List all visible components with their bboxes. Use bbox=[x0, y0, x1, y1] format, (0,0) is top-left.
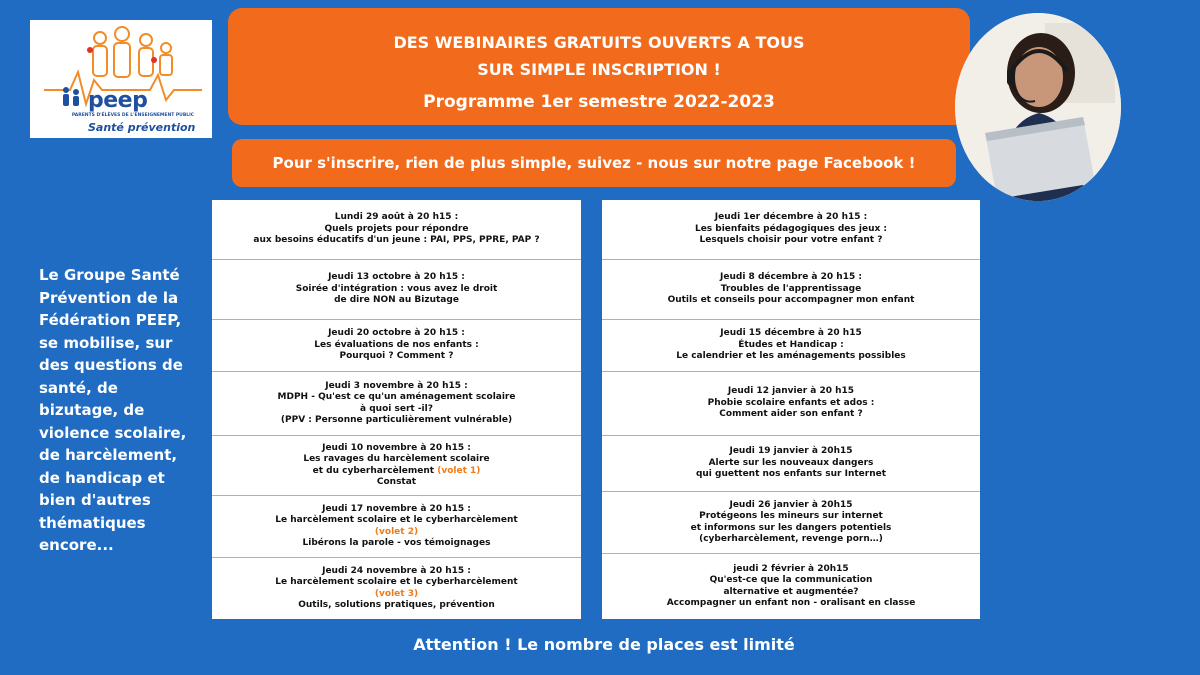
places-limited-notice: Attention ! Le nombre de places est limité bbox=[413, 635, 795, 654]
event-line: Pourquoi ? Comment ? bbox=[339, 351, 454, 362]
event-item bbox=[602, 492, 980, 554]
event-line: Troubles de l'apprentissage bbox=[720, 283, 862, 294]
event-item bbox=[212, 260, 581, 320]
event-item bbox=[212, 372, 581, 436]
event-line: Comment aider son enfant ? bbox=[719, 409, 863, 420]
event-item bbox=[602, 200, 980, 260]
event-date: Jeudi 24 novembre à 20 h15 : bbox=[322, 565, 471, 576]
event-item bbox=[212, 200, 581, 260]
event-date: jeudi 2 février à 20h15 bbox=[733, 563, 849, 574]
event-line: alternative et augmentée? bbox=[723, 586, 859, 597]
header-line-2: SUR SIMPLE INSCRIPTION ! bbox=[477, 60, 721, 79]
event-line: Libérons la parole - vos témoignages bbox=[302, 538, 491, 548]
event-item bbox=[602, 320, 980, 372]
event-date: Jeudi 1er décembre à 20 h15 : bbox=[714, 212, 868, 223]
event-date: Jeudi 12 janvier à 20 h15 bbox=[727, 386, 855, 397]
event-line-text: et du cyberharcèlement bbox=[312, 465, 435, 476]
event-item bbox=[602, 436, 980, 492]
peep-logo bbox=[30, 20, 212, 138]
event-line: Les bienfaits pédagogiques des jeux : bbox=[694, 223, 888, 234]
event-item bbox=[602, 372, 980, 436]
event-item bbox=[212, 558, 581, 619]
event-date: Jeudi 3 novembre à 20 h15 : bbox=[325, 380, 468, 391]
event-line: Alerte sur les nouveaux dangers bbox=[708, 457, 874, 468]
event-line: Le harcèlement scolaire et le cyberharcèlement bbox=[275, 577, 518, 587]
volet-label: (volet 1) bbox=[434, 465, 481, 476]
event-line: MDPH - Qu'est ce qu'un aménagement scolaire bbox=[277, 392, 516, 402]
event-item bbox=[602, 260, 980, 320]
event-date: Jeudi 20 octobre à 20 h15 : bbox=[328, 328, 465, 339]
event-date: Jeudi 13 octobre à 20 h15 : bbox=[328, 272, 465, 283]
event-line: Qu'est-ce que la communication bbox=[709, 575, 873, 585]
event-line: Constat bbox=[376, 477, 417, 487]
event-date: Lundi 29 août à 20 h15 : bbox=[334, 212, 459, 223]
event-line: Les évaluations de nos enfants : bbox=[314, 339, 479, 350]
header-line-1: DES WEBINAIRES GRATUITS OUVERTS A TOUS bbox=[393, 33, 805, 52]
event-line bbox=[313, 466, 481, 478]
logo-subtitle: PARENTS D'ÉLÈVES DE L'ENSEIGNEMENT PUBLIC bbox=[71, 113, 195, 118]
event-item bbox=[212, 436, 581, 496]
event-line: Outils et conseils pour accompagner mon enfant bbox=[667, 295, 915, 306]
webinar-participant-photo bbox=[955, 13, 1121, 201]
event-date: Jeudi 17 novembre à 20 h15 : bbox=[322, 503, 471, 514]
event-date: Jeudi 10 novembre à 20 h15 : bbox=[322, 442, 471, 453]
volet-label: (volet 2) bbox=[374, 526, 419, 537]
event-date: Jeudi 15 décembre à 20 h15 bbox=[720, 328, 862, 339]
volet-label: (volet 3) bbox=[374, 588, 419, 599]
event-line: Le harcèlement scolaire et le cyberharcèlement bbox=[275, 515, 518, 525]
event-date: Jeudi 19 janvier à 20h15 bbox=[729, 446, 853, 457]
event-line: Lesquels choisir pour votre enfant ? bbox=[699, 235, 883, 246]
event-line: qui guettent nos enfants sur Internet bbox=[695, 469, 887, 480]
event-line: Soirée d'intégration : vous avez le droit bbox=[295, 283, 498, 294]
event-line: Phobie scolaire enfants et ados : bbox=[707, 397, 875, 408]
intro-text: Le Groupe Santé Prévention de la Fédération PEEP, se mobilise, sur des questions de santé, de bizutage, de violence scolaire, de harcèlement, de handicap et bien d'autres thématiques encore... bbox=[39, 266, 187, 554]
event-line: Études et Handicap : bbox=[738, 339, 844, 350]
event-line: Les ravages du harcèlement scolaire bbox=[303, 454, 490, 464]
header-program: Programme 1er semestre 2022-2023 bbox=[423, 92, 775, 112]
event-line: Outils, solutions pratiques, prévention bbox=[298, 600, 495, 610]
header-banner bbox=[228, 8, 970, 125]
event-date: Jeudi 8 décembre à 20 h15 : bbox=[720, 272, 862, 283]
event-line: (PPV : Personne particulièrement vulnérable) bbox=[280, 415, 513, 425]
event-item bbox=[602, 554, 980, 619]
event-line: Le calendrier et les aménagements possibles bbox=[676, 351, 906, 362]
event-line: Quels projets pour répondre bbox=[324, 223, 469, 234]
event-line: Protégeons les mineurs sur internet bbox=[699, 511, 883, 521]
event-item bbox=[212, 320, 581, 372]
event-date: Jeudi 26 janvier à 20h15 bbox=[729, 499, 853, 510]
event-item bbox=[212, 496, 581, 558]
logo-brand: peep bbox=[88, 88, 148, 113]
program-list-left bbox=[212, 200, 581, 619]
logo-tagline: Santé prévention bbox=[88, 121, 196, 134]
facebook-banner: Pour s'inscrire, rien de plus simple, suivez - nous sur notre page Facebook ! bbox=[232, 139, 956, 187]
event-line: (cyberharcèlement, revenge porn…) bbox=[699, 534, 883, 544]
event-line: et informons sur les dangers potentiels bbox=[690, 522, 892, 533]
event-line: à quoi sert -il? bbox=[360, 403, 433, 414]
event-line: de dire NON au Bizutage bbox=[334, 295, 459, 306]
program-list-right bbox=[602, 200, 980, 619]
event-line: Accompagner un enfant non - oralisant en classe bbox=[666, 598, 916, 608]
event-line: aux besoins éducatifs d'un jeune : PAI, PPS, PPRE, PAP ? bbox=[253, 235, 540, 246]
